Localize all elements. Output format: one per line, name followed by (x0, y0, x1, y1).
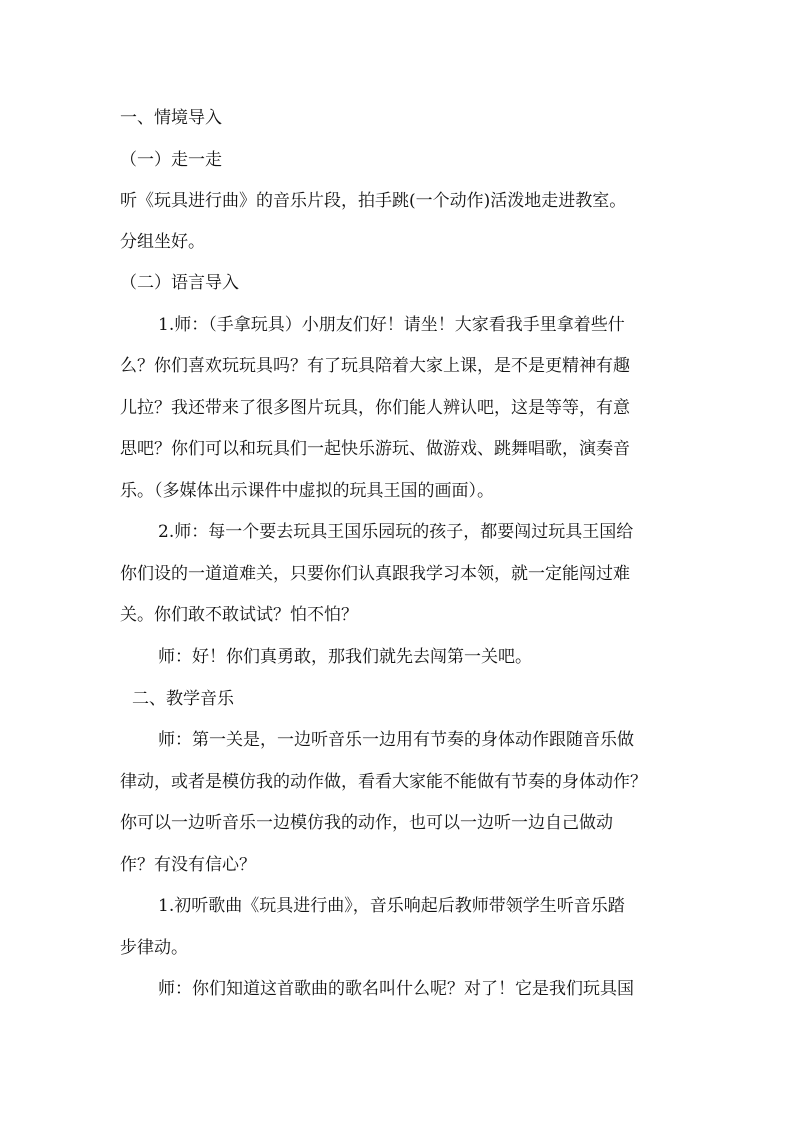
paragraph-line: 律动，或者是模仿我的动作做，看看大家能不能做有节奏的身体动作？ (120, 772, 647, 792)
paragraph-line: 师：你们知道这首歌曲的歌名叫什么呢？对了！它是我们玩具国 (158, 979, 634, 999)
paragraph-line: 2.师：每一个要去玩具王国乐园玩的孩子，都要闯过玩具王国给 (158, 522, 634, 542)
paragraph-line: 1.师：（手拿玩具）小朋友们好！请坐！大家看我手里拿着些什 (158, 315, 625, 335)
paragraph-line: 作？有没有信心？ (120, 855, 256, 875)
paragraph-line: 步律动。 (120, 938, 188, 958)
paragraph-line: 关。你们敢不敢试试？怕不怕？ (120, 605, 358, 625)
heading-teaching-music: 二、教学音乐 (132, 689, 234, 709)
paragraph-line: 你们设的一道道难关，只要你们认真跟我学习本领，就一定能闯过难 (120, 564, 630, 584)
paragraph-line: 听《玩具进行曲》的音乐片段，拍手跳(一个动作)活泼地走进教室。 (120, 191, 627, 211)
paragraph-line: 分组坐好。 (120, 232, 205, 252)
paragraph-line: 师：第一关是，一边听音乐一边用有节奏的身体动作跟随音乐做 (158, 730, 634, 750)
paragraph-line: 1.初听歌曲《玩具进行曲》，音乐响起后教师带领学生听音乐踏 (158, 896, 625, 916)
subheading-language-intro: （二）语言导入 (120, 273, 239, 293)
paragraph-line: 师：好！你们真勇敢，那我们就先去闯第一关吧。 (158, 647, 532, 667)
paragraph-line: 儿拉？我还带来了很多图片玩具，你们能人辨认吧，这是等等，有意 (120, 398, 630, 418)
paragraph-line: 乐。（多媒体出示课件中虚拟的玩具王国的画面）。 (120, 481, 494, 501)
paragraph-line: 你可以一边听音乐一边模仿我的动作，也可以一边听一边自己做动 (120, 813, 613, 833)
paragraph-line: 思吧？你们可以和玩具们一起快乐游玩、做游戏、跳舞唱歌，演奏音 (120, 439, 630, 459)
heading-situation-intro: 一、情境导入 (120, 108, 222, 128)
paragraph-line: 么？你们喜欢玩玩具吗？有了玩具陪着大家上课，是不是更精神有趣 (120, 356, 630, 376)
subheading-walk: （一）走一走 (120, 150, 222, 170)
